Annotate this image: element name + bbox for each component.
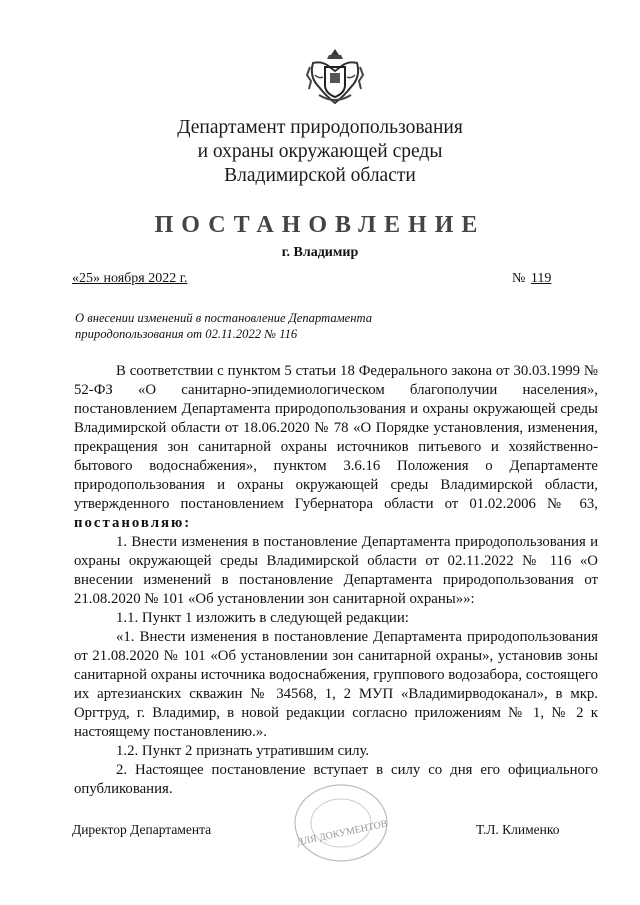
department-name-line2: и охраны окружающей среды — [197, 141, 443, 162]
document-number — [512, 271, 553, 287]
paragraph-item-2: 2. Настоящее постановление вступает в силу со дня его официального опубликования. — [74, 762, 598, 797]
stamp-text: ДЛЯ ДОКУМЕНТОВ — [295, 818, 389, 849]
paragraph-quoted-item: «1. Внести изменения в постановление Департамента природопользования от 21.08.2020 № 101 «Об установлении зон санитарной охраны», установив зоны санитарной охраны источника водоснабжения, группового водозабора, состоящего их артезианских скважин № 34568, 1, 2 МУП «Владимирводоканал», в мкр. Оргтруд, г. Владимир, в новой редакции согласно приложениям № 1, № 2 к настоящему постановлению.». — [74, 629, 598, 740]
paragraph-item-1-2: 1.2. Пункт 2 признать утратившим силу. — [116, 743, 370, 759]
date-day: 25 — [79, 271, 93, 286]
document-subject — [75, 310, 435, 342]
signer-position: Директор Департамента — [72, 822, 212, 837]
document-date — [72, 271, 187, 287]
coat-of-arms-emblem — [305, 45, 365, 107]
department-name-line1: Департамент природопользования — [177, 117, 463, 138]
paragraph-item-1: 1. Внести изменения в постановление Департамента природопользования и охраны окружающей среды Владимирской области от 02.11.2022 № 116 «О внесении изменений в постановление Департамента природопользования от 21.08.2020 № 101 «Об установлении зон санитарной охраны»»: — [74, 534, 598, 607]
body-text — [74, 362, 598, 799]
document-city: г. Владимир — [281, 245, 359, 260]
paragraph-preamble — [74, 362, 598, 533]
date-month-year: » ноября 2022 г. — [93, 271, 188, 286]
subject-line1: О внесении изменений в постановление Департамента — [75, 311, 373, 325]
paragraph-item-1-1: 1.1. Пункт 1 изложить в следующей редакции: — [116, 610, 409, 626]
official-stamp — [286, 778, 396, 868]
document-title: ПОСТАНОВЛЕНИЕ — [154, 212, 486, 238]
preamble-text: В соответствии с пунктом 5 статьи 18 Федерального закона от 30.03.1999 № 52-ФЗ «О санитарно-эпидемиологическом благополучии населения», постановлением Департамента природопользования и охраны окружающей среды Владимирской области от 18.06.2020 № 78 «О Порядке установления, изменения, прекращения зон санитарной охраны источников питьевого и хозяйственно-бытового водоснабжения», пунктом 3.6.16 Положения о Департаменте природопользования и охраны окружающей среды Владимирской области, утвержденного постановлением Губернатора области от 01.02.2006 № 63, — [74, 363, 598, 512]
subject-line2: природопользования от 02.11.2022 № 116 — [75, 327, 298, 341]
signer-name: Т.Л. Клименко — [476, 822, 560, 837]
decree-word: постановляю: — [74, 515, 192, 531]
number-value: 119 — [530, 271, 552, 286]
date-open-quote: « — [72, 271, 79, 286]
department-name-line3: Владимирской области — [224, 165, 416, 186]
number-prefix: № — [512, 271, 526, 286]
